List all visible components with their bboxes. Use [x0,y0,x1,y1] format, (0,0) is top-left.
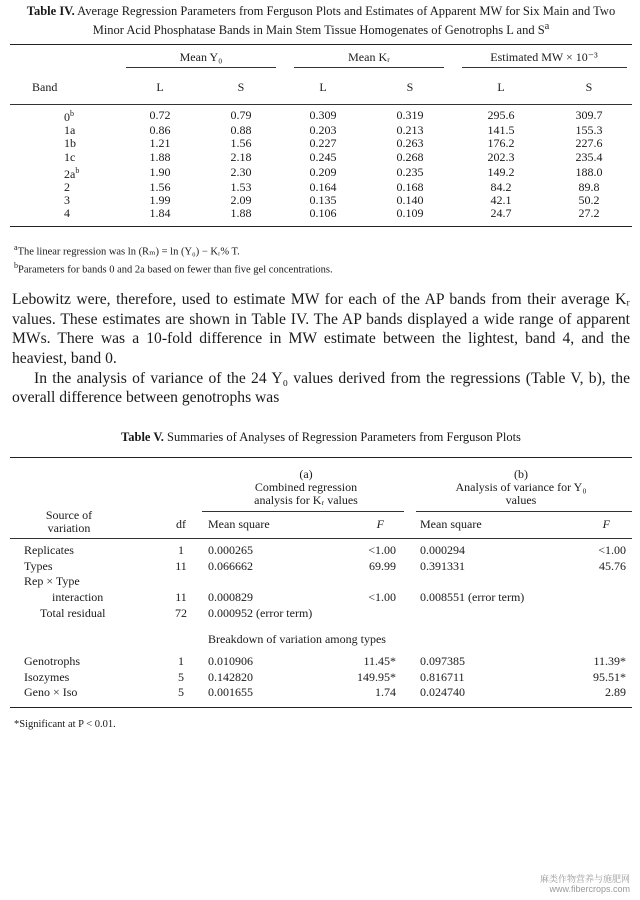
value-cell: 0.79 [230,108,252,123]
breakdown-title: Breakdown of variation among types [208,631,386,646]
value-cell: 0.309 [309,108,337,123]
value-cell: 0.106 [309,206,337,221]
value-cell: 0.88 [230,123,252,138]
sub-header: S [585,79,593,94]
mean-square-cell: 0.024740 [420,685,465,700]
watermark [540,874,630,894]
table-row [10,137,632,150]
value-cell: 24.7 [490,206,512,221]
source-cell: Types [24,558,53,573]
f-value-cell [550,605,632,621]
mean-square-cell: 0.142820 [208,669,253,684]
mean-square-cell: 0.000265 [208,543,253,558]
table-v-header-rule [10,538,632,539]
df-cell: 72 [175,605,187,620]
f-value-cell: 11.39* [593,654,626,669]
table-row [10,669,632,685]
f-value-cell: 149.95* [357,669,396,684]
table-iv-caption [18,4,624,38]
value-cell: 155.3 [575,123,603,138]
table-row [10,164,632,181]
ms-a-header: Mean square [208,516,270,531]
band-cell [10,194,120,207]
value-cell: 1.99 [149,193,171,207]
value-cell: 0.140 [396,193,424,207]
table-row [10,685,632,701]
f-value-cell: <1.00 [368,589,396,604]
value-cell: 0.109 [396,206,424,221]
source-cell: Genotrophs [24,654,80,669]
value-cell: 0.227 [309,136,337,151]
footnote-text: The linear regression was ln (Rₘ) = ln (Y₀) − Kᵣ% T. [17,246,240,258]
band-cell [10,124,120,137]
sub-header: S [237,79,245,94]
value-cell: 0.203 [309,123,337,138]
f-a-header: F [376,516,384,531]
f-value-cell [550,590,632,606]
f-value-cell: 11.45* [363,654,396,669]
table-row [10,574,632,590]
value-cell: 0.168 [396,179,424,194]
table-iv-footnotes [10,241,632,276]
value-cell: 0.235 [396,164,424,179]
table-row [10,590,632,606]
f-value-cell [320,574,410,590]
table-row [10,194,632,207]
table-row [10,605,632,621]
value-cell: 2.18 [230,149,252,164]
band-label: 2a [64,166,76,181]
df-cell: 11 [175,558,187,573]
page [10,4,632,731]
source-cell: Rep × Type [24,574,80,589]
table-row [10,107,632,124]
value-cell: 295.6 [487,108,515,123]
df-cell: 1 [178,654,184,669]
df-cell [160,574,202,590]
sub-header: L [319,79,327,94]
sub-header: L [156,79,164,94]
band-cell [10,164,120,181]
value-cell: 2.30 [230,164,252,179]
value-cell: 1.90 [149,164,171,179]
value-cell: 50.2 [578,193,600,207]
sub-header: L [497,79,505,94]
band-label: 1b [64,136,76,151]
value-cell: 1.56 [149,179,171,194]
mean-square-cell: 0.000829 [208,589,253,604]
f-value-cell [550,574,632,590]
mean-square-cell: 0.000294 [420,543,465,558]
value-cell: 0.164 [309,179,337,194]
value-cell: 309.7 [575,108,603,123]
value-cell: 235.4 [575,149,603,164]
band-cell [10,137,120,150]
value-cell: 89.8 [578,179,600,194]
f-value-cell [320,605,410,621]
table-row [10,654,632,670]
mean-square-cell [410,605,550,621]
mean-square-cell [202,574,320,590]
value-cell: 0.263 [396,136,424,151]
paragraph: Lebowitz were, therefore, used to estimate MW for each of the AP bands from their average Kᵣ values. These estimates are shown in Table IV. The AP bands displayed a wide range of apparent MWs. There was a 10-fold difference in MW estimate between the lightest, band 4, and the heaviest, band 0. [12,291,630,368]
footnote [14,241,632,259]
value-cell: 1.56 [230,136,252,151]
table-row [10,207,632,220]
value-cell: 0.268 [396,149,424,164]
footnote-text: Parameters for bands 0 and 2a based on fewer than five gel concentrations. [18,264,333,276]
band-cell [10,207,120,220]
table-row [10,124,632,137]
footnote-mark: b [14,260,18,270]
table-iv-label: Table IV. [26,4,75,18]
value-cell: 227.6 [575,136,603,151]
value-cell: 1.88 [149,149,171,164]
mean-square-cell: 0.097385 [420,654,465,669]
df-cell: 5 [178,685,184,700]
df-cell: 1 [178,543,184,558]
sub-header: S [406,79,414,94]
value-cell: 0.86 [149,123,171,138]
band-header: Band [32,79,58,94]
group-header-mean-y0: Mean Y₀ [126,51,276,68]
band-label: 3 [64,193,70,207]
band-cell [10,151,120,164]
value-cell: 0.72 [149,108,171,123]
df-header: df [176,516,186,531]
table-row [10,558,632,574]
df-cell: 11 [175,589,187,604]
group-b-tag: (b) [514,466,528,481]
value-cell: 0.213 [396,123,424,138]
mean-square-cell: 0.008551 (error term) [420,589,525,604]
value-cell: 202.3 [487,149,515,164]
group-b-title: Analysis of variance for Y₀ values [455,479,587,507]
table-v-footnote: *Significant at P < 0.01. [14,718,116,730]
f-value-cell: 2.89 [605,685,626,700]
source-cell: Replicates [24,543,74,558]
group-a-title: Combined regression analysis for Kᵣ values [254,479,358,507]
value-cell: 0.209 [309,164,337,179]
table-row [10,151,632,164]
table-iv [10,45,632,226]
value-cell: 149.2 [487,164,515,179]
band-label: 1c [64,149,76,164]
f-value-cell: 1.74 [375,685,396,700]
footnote-mark: b [75,165,80,175]
table-row [10,181,632,194]
f-value-cell: 45.76 [599,558,626,573]
f-value-cell: 95.51* [593,669,626,684]
band-label: 1a [64,123,76,138]
body-text [12,290,630,408]
f-value-cell: 69.99 [369,558,396,573]
caption-footnote-mark: a [544,21,550,32]
source-cell: interaction [52,589,104,604]
value-cell: 2.09 [230,193,252,207]
paragraph: In the analysis of variance of the 24 Y₀ values derived from the regressions (Table V, b), the overall difference between genotrophs was [12,369,630,407]
mean-square-cell: 0.391331 [420,558,465,573]
table-v-caption [18,430,624,445]
value-cell: 42.1 [490,193,512,207]
group-a-tag: (a) [299,466,313,481]
value-cell: 0.245 [309,149,337,164]
value-cell: 188.0 [575,164,603,179]
watermark-line: www.fibercrops.com [549,884,630,894]
table-iv-caption-text: Average Regression Parameters from Ferguson Plots and Estimates of Apparent MW for Six Main and Two Minor Acid Phosphatase Bands in Main Stem Tissue Homogenates of Genotrophs L and S [77,4,616,38]
band-label: 2 [64,179,70,194]
mean-square-cell: 0.010906 [208,654,253,669]
value-cell: 141.5 [487,123,515,138]
band-label: 4 [64,206,70,221]
f-value-cell: <1.00 [598,543,626,558]
value-cell: 84.2 [490,179,512,194]
value-cell: 27.2 [578,206,600,221]
table-iv-header-rule [10,104,632,105]
footnote [14,259,632,277]
table-v-label: Table V. [121,429,164,444]
value-cell: 1.53 [230,179,252,194]
f-b-header: F [602,516,610,531]
value-cell: 176.2 [487,136,515,151]
source-cell: Geno × Iso [24,685,78,700]
source-header: Source of variation [45,507,93,535]
band-cell [10,181,120,194]
footnote-mark: a [14,243,18,253]
f-value-cell: <1.00 [368,543,396,558]
table-v-caption-text: Summaries of Analyses of Regression Parameters from Ferguson Plots [167,429,521,444]
value-cell: 1.88 [230,206,252,221]
table-v [10,458,632,707]
mean-square-cell [410,574,550,590]
mean-square-cell: 0.000952 (error term) [208,605,313,620]
band-cell [10,107,120,124]
footnote-mark: b [70,109,74,119]
mean-square-cell: 0.066662 [208,558,253,573]
source-cell: Total residual [40,605,106,620]
mean-square-cell: 0.816711 [420,669,465,684]
band-label: 0 [64,110,70,125]
source-cell: Isozymes [24,669,70,684]
mean-square-cell: 0.001655 [208,685,253,700]
group-header-estimated-mw: Estimated MW × 10⁻³ [462,51,627,68]
value-cell: 0.319 [396,108,424,123]
value-cell: 1.21 [149,136,171,151]
watermark-line: 麻类作物营养与施肥网 [539,874,630,884]
ms-b-header: Mean square [420,516,482,531]
value-cell: 0.135 [309,193,337,207]
group-header-mean-kr: Mean Kᵣ [294,51,444,68]
value-cell: 1.84 [149,206,171,221]
df-cell: 5 [178,669,184,684]
table-row [10,543,632,559]
